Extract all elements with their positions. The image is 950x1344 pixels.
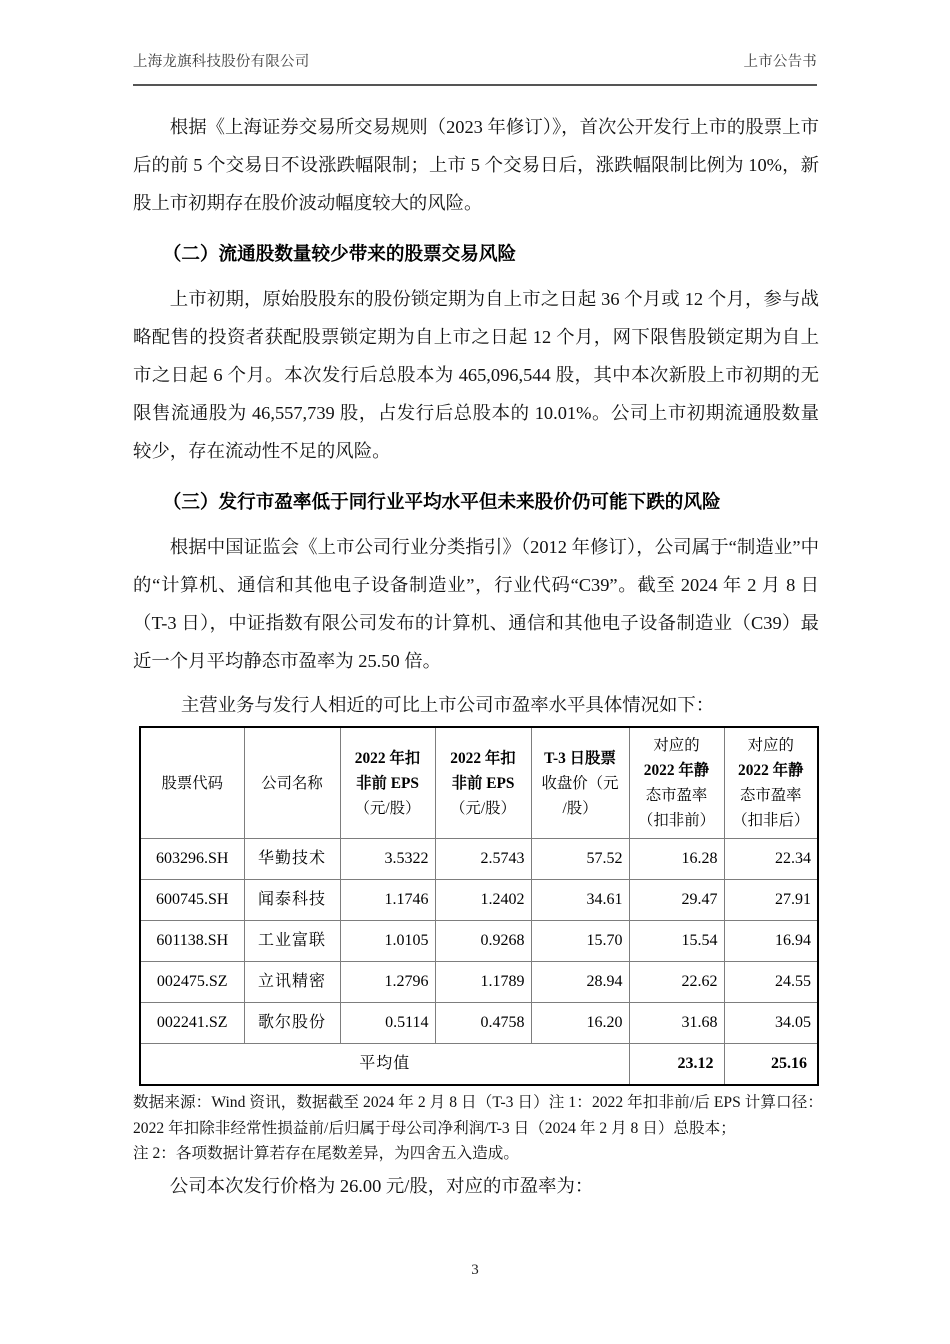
cell-pe-after: 34.05 [724,1003,818,1044]
column-header-eps-before: 2022 年扣 非前 EPS （元/股） [340,727,435,839]
table-row [140,962,818,1003]
page-number: 3 [471,1262,479,1278]
table-row [140,1003,818,1044]
paragraph-industry-pe: 根据中国证监会《上市公司行业分类指引》（2012 年修订），公司属于“制造业”中的“计算机、通信和其他电子设备制造业”，行业代码“C39”。截至 2024 年 2 月 8 日（T-3 日），中证指数有限公司发布的计算机、通信和其他电子设备制造业（C39）最近一个月平均静态市盈率为 25.50 倍。 [133,537,819,671]
table-average-row [140,1044,818,1086]
note-data-source: 数据来源：Wind 资讯，数据截至 2024 年 2 月 8 日（T-3 日）注 1：2022 年扣非前/后 EPS 计算口径：2022 年扣除非经常性损益前/后归属于母公司净利润/T-3 日（2024 年 2 月 8 日）总股本； [133,1094,823,1137]
cell-stock-code: 603296.SH [140,839,244,880]
cell-stock-code: 002475.SZ [140,962,244,1003]
cell-closing-price: 16.20 [531,1003,629,1044]
running-header [133,50,817,71]
column-header-pe-after: 对应的 2022 年静 态市盈率 （扣非后） [724,727,818,839]
cell-closing-price: 34.61 [531,880,629,921]
cell-eps-after: 0.4758 [435,1003,531,1044]
cell-company-name: 立讯精密 [244,962,340,1003]
cell-eps-before: 1.0105 [340,921,435,962]
cell-pe-before: 22.62 [629,962,724,1003]
cell-closing-price: 28.94 [531,962,629,1003]
header-divider [133,84,817,86]
column-header-company-name: 公司名称 [244,727,340,839]
cell-average-label: 平均值 [140,1044,629,1086]
paragraph-issue-price: 公司本次发行价格为 26.00 元/股，对应的市盈率为： [169,1175,594,1196]
cell-stock-code: 601138.SH [140,921,244,962]
header-document-type: 上市公告书 [743,54,817,70]
table-caption: 主营业务与发行人相近的可比上市公司市盈率水平具体情况如下： [180,695,715,715]
cell-pe-after: 27.91 [724,880,818,921]
cell-eps-before: 1.2796 [340,962,435,1003]
cell-pe-after: 24.55 [724,962,818,1003]
table-row [140,880,818,921]
cell-closing-price: 57.52 [531,839,629,880]
cell-eps-after: 0.9268 [435,921,531,962]
cell-eps-after: 1.2402 [435,880,531,921]
column-header-pe-before: 对应的 2022 年静 态市盈率 （扣非前） [629,727,724,839]
cell-company-name: 歌尔股份 [244,1003,340,1044]
document-content [133,108,823,1205]
cell-eps-after: 1.1789 [435,962,531,1003]
cell-pe-before: 15.54 [629,921,724,962]
cell-eps-after: 2.5743 [435,839,531,880]
cell-average-pe-before: 23.12 [629,1044,724,1086]
comparable-companies-pe-table [139,726,819,1086]
table-row [140,921,818,962]
cell-stock-code: 600745.SH [140,880,244,921]
column-header-eps-after: 2022 年扣 非前 EPS （元/股） [435,727,531,839]
paragraph-trading-limit: 根据《上海证券交易所交易规则（2023 年修订）》，首次公开发行上市的股票上市后的前 5 个交易日不设涨跌幅限制；上市 5 个交易日后，涨跌幅限制比例为 10%，新股上市初期存在股价波动幅度较大的风险。 [133,117,819,213]
note-rounding: 注 2：各项数据计算若存在尾数差异，为四舍五入造成。 [133,1145,519,1162]
table-header-row [140,727,818,839]
header-company-name: 上海龙旗科技股份有限公司 [133,54,310,70]
cell-company-name: 闻泰科技 [244,880,340,921]
cell-pe-before: 16.28 [629,839,724,880]
table-notes [133,1090,823,1167]
heading-section-two: （二）流通股数量较少带来的股票交易风险 [162,244,517,265]
cell-pe-after: 16.94 [724,921,818,962]
cell-eps-before: 3.5322 [340,839,435,880]
column-header-stock-code: 股票代码 [140,727,244,839]
cell-pe-before: 29.47 [629,880,724,921]
cell-company-name: 工业富联 [244,921,340,962]
paragraph-lockup-shares: 上市初期，原始股股东的股份锁定期为自上市之日起 36 个月或 12 个月，参与战略配售的投资者获配股票锁定期为自上市之日起 12 个月，网下限售股锁定期为自上市之日起 6 个月。本次发行后总股本为 465,096,544 股，其中本次新股上市初期的无限售流通股为 46,557,739 股，占发行后总股本的 10.01%。公司上市初期流通股数量较少，存在流动性不足的风险。 [133,289,819,461]
cell-company-name: 华勤技术 [244,839,340,880]
heading-section-three: （三）发行市盈率低于同行业平均水平但未来股价仍可能下跌的风险 [162,492,721,513]
cell-closing-price: 15.70 [531,921,629,962]
table-row [140,839,818,880]
cell-pe-before: 31.68 [629,1003,724,1044]
cell-pe-after: 22.34 [724,839,818,880]
cell-stock-code: 002241.SZ [140,1003,244,1044]
cell-eps-before: 0.5114 [340,1003,435,1044]
cell-average-pe-after: 25.16 [724,1044,818,1086]
column-header-closing-price: T-3 日股票 收盘价（元 /股） [531,727,629,839]
cell-eps-before: 1.1746 [340,880,435,921]
